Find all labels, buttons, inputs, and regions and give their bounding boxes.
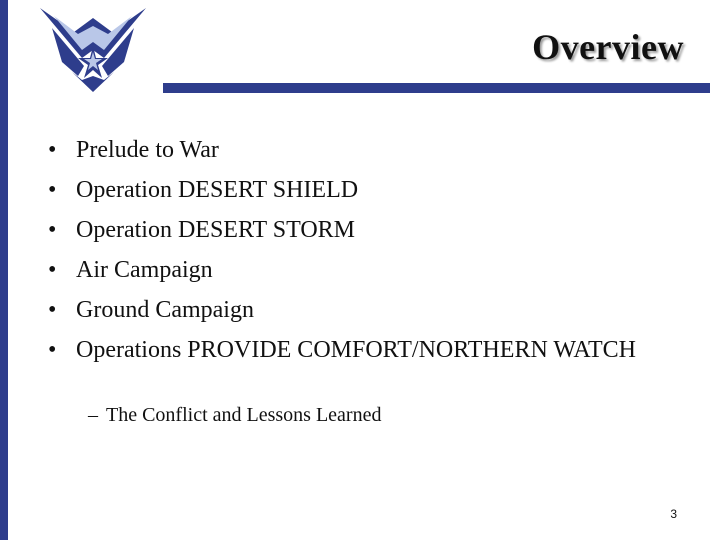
bullet-item — [48, 330, 688, 367]
bullet-dot: • — [48, 257, 57, 283]
bullet-dot: • — [48, 297, 57, 323]
bullet-item — [48, 290, 688, 330]
bullet-text: Operation DESERT STORM — [76, 217, 356, 243]
bullet-text: Operations PROVIDE COMFORT/NORTHERN WATCH — [76, 337, 637, 363]
bullet-text: Operation DESERT SHIELD — [76, 177, 359, 203]
bullet-item — [48, 170, 688, 210]
title-underline-bar — [163, 83, 710, 93]
bullet-dot: • — [48, 137, 57, 163]
sub-bullet-dash: – — [88, 404, 98, 426]
page-number: 3 — [670, 507, 677, 521]
left-accent-bar — [0, 0, 8, 540]
bullet-dot: • — [48, 217, 57, 243]
sub-bullet — [88, 404, 381, 427]
sub-bullet-text: The Conflict and Lessons Learned — [106, 404, 382, 426]
bullet-text: Prelude to War — [76, 137, 219, 163]
bullet-text: Air Campaign — [76, 257, 213, 283]
bullet-item — [48, 250, 688, 290]
bullet-item — [48, 130, 688, 170]
bullet-list — [48, 130, 688, 367]
air-force-wings-logo-icon — [38, 6, 148, 92]
slide-title: Overview — [532, 27, 684, 67]
bullet-text: Ground Campaign — [76, 297, 254, 323]
bullet-dot: • — [48, 337, 57, 363]
bullet-dot: • — [48, 177, 57, 203]
bullet-item — [48, 210, 688, 250]
